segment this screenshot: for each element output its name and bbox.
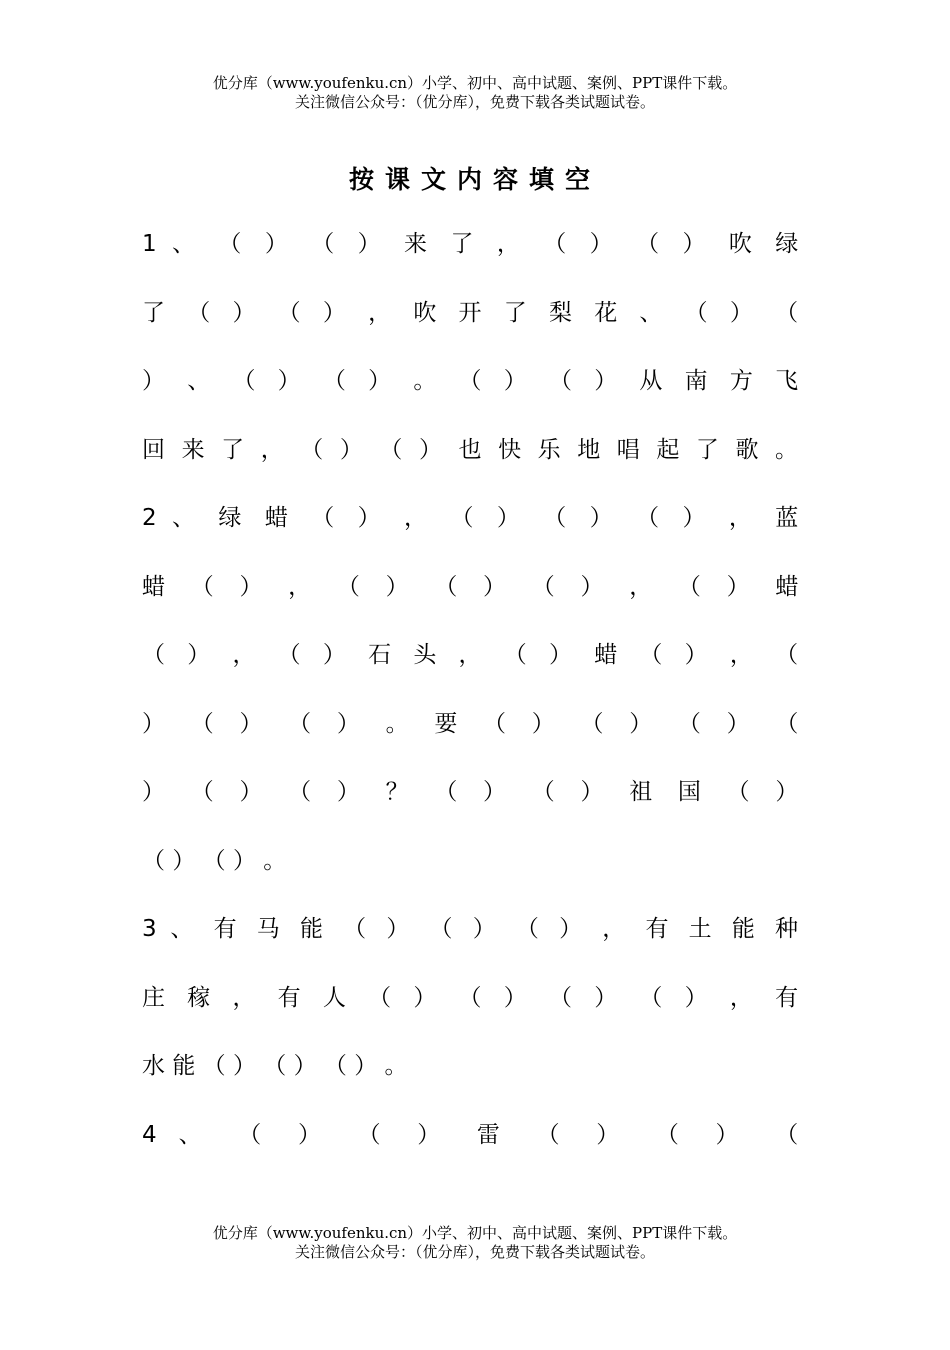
exercise-line: ） （ ） （ ） ？ （ ） （ ） 祖 国 （ ） bbox=[142, 779, 799, 805]
footer-line-2: 关注微信公众号：（优分库），免费下载各类试题试卷。 bbox=[294, 1243, 655, 1261]
exercise-line: （ ） ， （ ） 石 头 ， （ ） 蜡 （ ） ， （ bbox=[142, 642, 799, 668]
footer-line-1: 优分库（www.youfenku.cn）小学、初中、高中试题、案例、PPT课件下载。 bbox=[212, 1224, 738, 1242]
exercise-line: ） （ ） （ ） 。 要 （ ） （ ） （ ） （ bbox=[142, 710, 799, 737]
header-line-1: 优分库（www.youfenku.cn）小学、初中、高中试题、案例、PPT课件下载。 bbox=[212, 74, 738, 92]
page-footer bbox=[0, 1224, 950, 1262]
exercise-body bbox=[142, 210, 798, 1169]
exercise-line: 回 来 了 ， （ ） （ ） 也 快 乐 地 唱 起 了 歌 。 bbox=[142, 436, 798, 463]
page-header bbox=[0, 74, 950, 112]
exercise-line: 2 、 绿 蜡 （ ） ， （ ） （ ） （ ） ， 蓝 bbox=[142, 505, 799, 531]
exercise-line: 1 、 （ ） （ ） 来 了 ， （ ） （ ） 吹 绿 bbox=[142, 231, 799, 257]
exercise-line: 了 （ ） （ ） ， 吹 开 了 梨 花 、 （ ） （ bbox=[142, 299, 799, 326]
exercise-line: ） 、 （ ） （ ） 。 （ ） （ ） 从 南 方 飞 bbox=[142, 368, 799, 394]
page-title: 按课文内容填空 bbox=[348, 165, 601, 194]
exercise-line: 蜡 （ ） ， （ ） （ ） （ ） ， （ ） 蜡 bbox=[142, 573, 799, 600]
exercise-line: （ ） （ ） 。 bbox=[142, 847, 287, 874]
exercise-line: 庄 稼 ， 有 人 （ ） （ ） （ ） （ ） ， 有 bbox=[142, 984, 799, 1011]
header-line-2: 关注微信公众号：（优分库），免费下载各类试题试卷。 bbox=[294, 93, 655, 111]
exercise-line: 3 、 有 马 能 （ ） （ ） （ ） ， 有 土 能 种 bbox=[142, 916, 799, 942]
exercise-line: 4 、 （ ） （ ） 雷 （ ） （ ） （ bbox=[142, 1121, 799, 1148]
exercise-line: 水 能 （ ） （ ） （ ） 。 bbox=[142, 1053, 408, 1079]
